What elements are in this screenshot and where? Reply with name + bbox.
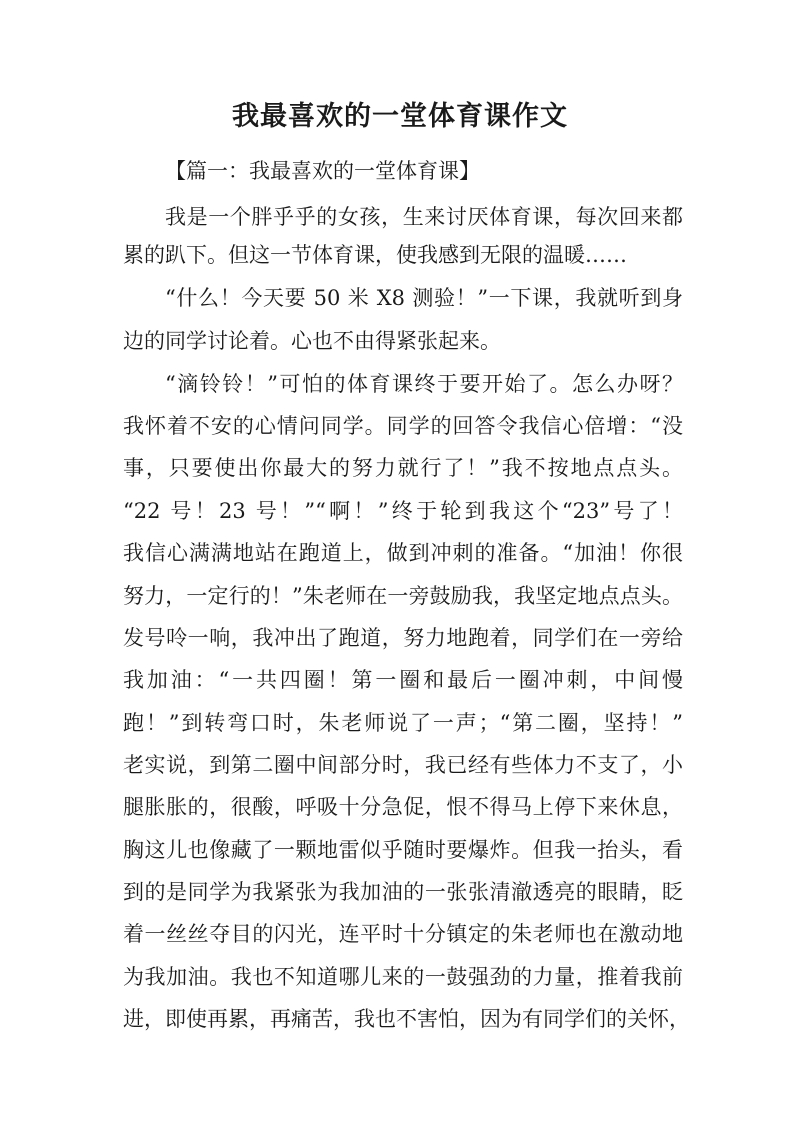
paragraph-line: 我加油：“一共四圈！第一圈和最后一圈冲刺，中间慢 — [123, 668, 683, 692]
paragraph-line: “什么！今天要 50 米 X8 测验！”一下课，我就听到身 — [165, 286, 683, 310]
section-heading: 【篇一：我最喜欢的一堂体育课】 — [165, 159, 480, 183]
paragraph-line: 胸这儿也像藏了一颗地雷似乎随时要爆炸。但我一抬头，看 — [123, 838, 683, 862]
paragraph-line: 老实说，到第二圈中间部分时，我已经有些体力不支了，小 — [123, 753, 683, 777]
paragraph-line: 跑！”到转弯口时，朱老师说了一声；“第二圈，坚持！” — [123, 711, 683, 735]
paragraph-line: 发号呤一响，我冲出了跑道，努力地跑着，同学们在一旁给 — [123, 626, 683, 650]
paragraph-line: 为我加油。我也不知道哪儿来的一鼓强劲的力量，推着我前 — [123, 965, 683, 989]
paragraph-line: “滴铃铃！”可怕的体育课终于要开始了。怎么办呀？ — [165, 372, 683, 396]
paragraph-line: 到的是同学为我紧张为我加油的一张张清澈透亮的眼睛，眨 — [123, 880, 683, 904]
paragraph-line: 我信心满满地站在跑道上，做到冲刺的准备。“加油！你很 — [123, 541, 683, 565]
paragraph-line: 腿胀胀的，很酸，呼吸十分急促，恨不得马上停下来休息， — [123, 795, 683, 819]
paragraph-line: 我是一个胖乎乎的女孩，生来讨厌体育课，每次回来都 — [165, 205, 683, 229]
paragraph-line: “22 号！23 号！”“啊！”终于轮到我这个“23”号了！ — [123, 499, 683, 523]
paragraph-line: 累的趴下。但这一节体育课，使我感到无限的温暖…… — [123, 243, 627, 267]
paragraph-line: 边的同学讨论着。心也不由得紧张起来。 — [123, 329, 501, 353]
paragraph-line: 进，即使再累，再痛苦，我也不害怕，因为有同学们的关怀， — [123, 1007, 690, 1031]
paragraph-line: 着一丝丝夺目的闪光，连平时十分镇定的朱老师也在激动地 — [123, 922, 683, 946]
paragraph-line: 努力，一定行的！”朱老师在一旁鼓励我，我坚定地点点头。 — [123, 584, 683, 608]
paragraph-line: 我怀着不安的心情问同学。同学的回答令我信心倍增：“没 — [123, 414, 683, 438]
document-title: 我最喜欢的一堂体育课作文 — [232, 101, 568, 132]
paragraph-line: 事，只要使出你最大的努力就行了！”我不按地点点头。 — [123, 456, 683, 480]
